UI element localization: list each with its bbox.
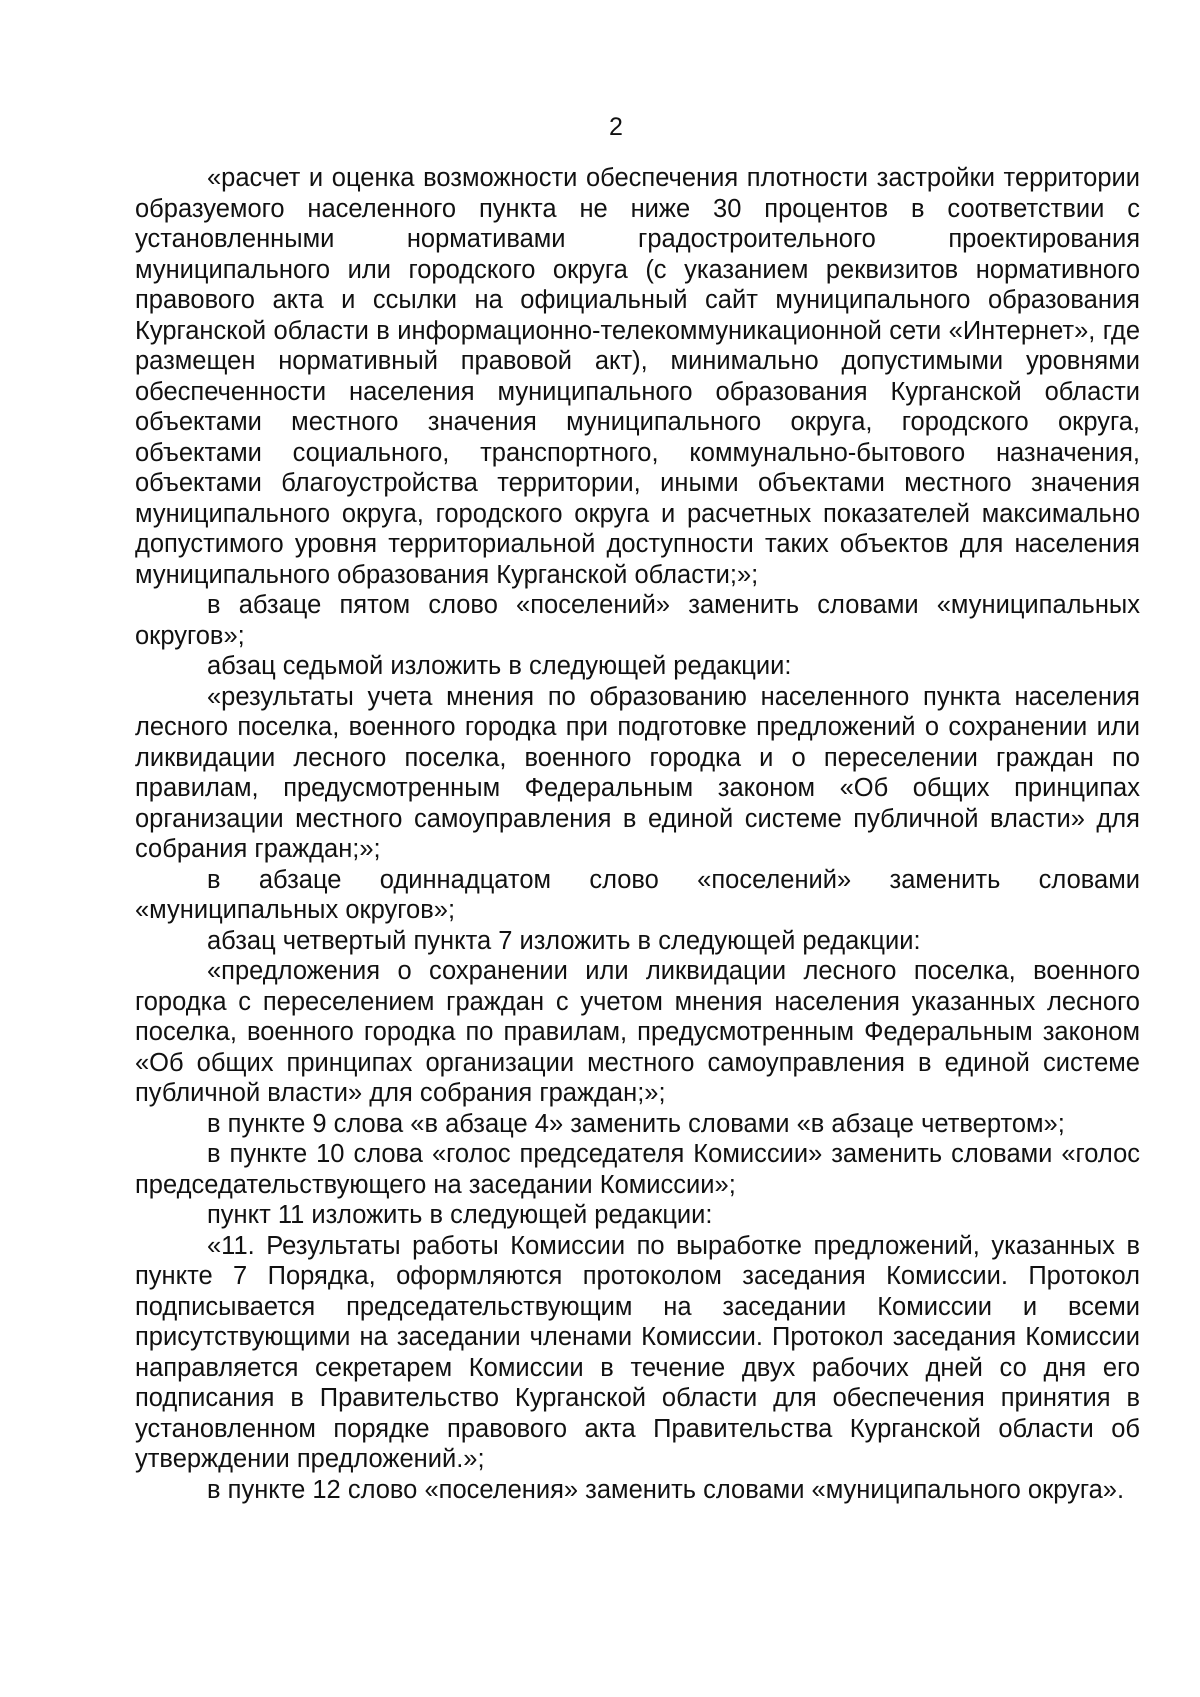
paragraph-seventh-abzac-intro: абзац седьмой изложить в следующей редакции: [207,652,792,680]
paragraph-item-10-amendment: в пункте 10 слова «голос председателя Комиссии» заменить словами «голос председательствующего на заседании Комиссии»; [135,1140,1140,1199]
paragraph-poll-results: «результаты учета мнения по образованию населенного пункта населения лесного поселка, военного городка при подготовке предложений о сохранении или ликвидации лесного поселка, военного городка и о переселении граждан по правилам, предусмотренным Федеральным законом «Об общих принципах организации местного самоуправления в единой системе публичной власти» для собрания граждан;»; [135,682,1140,863]
paragraph-calculation-assessment: «расчет и оценка возможности обеспечения плотности застройки территории образуемого населенного пункта не ниже 30 процентов в соответствии с установленными нормативами градостроительного проектирования муниципального или городского округа (с указанием реквизитов нормативного правового акта и ссылки на официальный сайт муниципального образования Курганской области в информационно-телекоммуникационной сети «Интернет», где размещен нормативный правовой акт), минимально допустимыми уровнями обеспеченности населения муниципального образования Курганской области объектами местного значения муниципального округа, городского округа, объектами социального, транспортного, коммунально-бытового назначения, объектами благоустройства территории, иными объектами местного значения муниципального округа, городского округа и расчетных показателей максимально допустимого уровня территориальной доступности таких объектов для населения муниципального образования Курганской области;»; [135,164,1140,589]
paragraph-item-7-intro: абзац четвертый пункта 7 изложить в следующей редакции: [207,926,921,955]
page-number: 2 [609,113,623,141]
paragraph-item-9-amendment: в пункте 9 слова «в абзаце 4» заменить словами «в абзаце четвертом»; [207,1109,1065,1138]
paragraph-fifth-abzac-amendment: в абзаце пятом слово «поселений» заменить словами «муниципальных округов»; [135,591,1140,650]
paragraph-item-11-text: «11. Результаты работы Комиссии по выработке предложений, указанных в пункте 7 Порядка, оформляются протоколом заседания Комиссии. Протокол подписывается председательствующим на заседании Комиссии и всеми присутствующими на заседании членами Комиссии. Протокол заседания Комиссии направляется секретарем Комиссии в течение двух рабочих дней со дня его подписания в Правительство Курганской области для обеспечения принятия в установленном порядке правового акта Правительства Курганской области об утверждении предложений.»; [135,1231,1140,1473]
paragraph-proposals-preservation: «предложения о сохранении или ликвидации лесного поселка, военного городка с переселением граждан с учетом мнения населения указанных лесного поселка, военного городка по правилам, предусмотренным Федеральным законом «Об общих принципах организации местного самоуправления в единой системе публичной власти» для собрания граждан;»; [135,957,1140,1107]
paragraph-item-11-intro: пункт 11 изложить в следующей редакции: [207,1201,713,1229]
paragraph-item-12-amendment: в пункте 12 слово «поселения» заменить словами «муниципального округа». [207,1475,1125,1504]
paragraph-eleventh-abzac-amendment: в абзаце одиннадцатом слово «поселений» заменить словами «муниципальных округов»; [135,865,1140,924]
document-body [135,163,1140,1505]
